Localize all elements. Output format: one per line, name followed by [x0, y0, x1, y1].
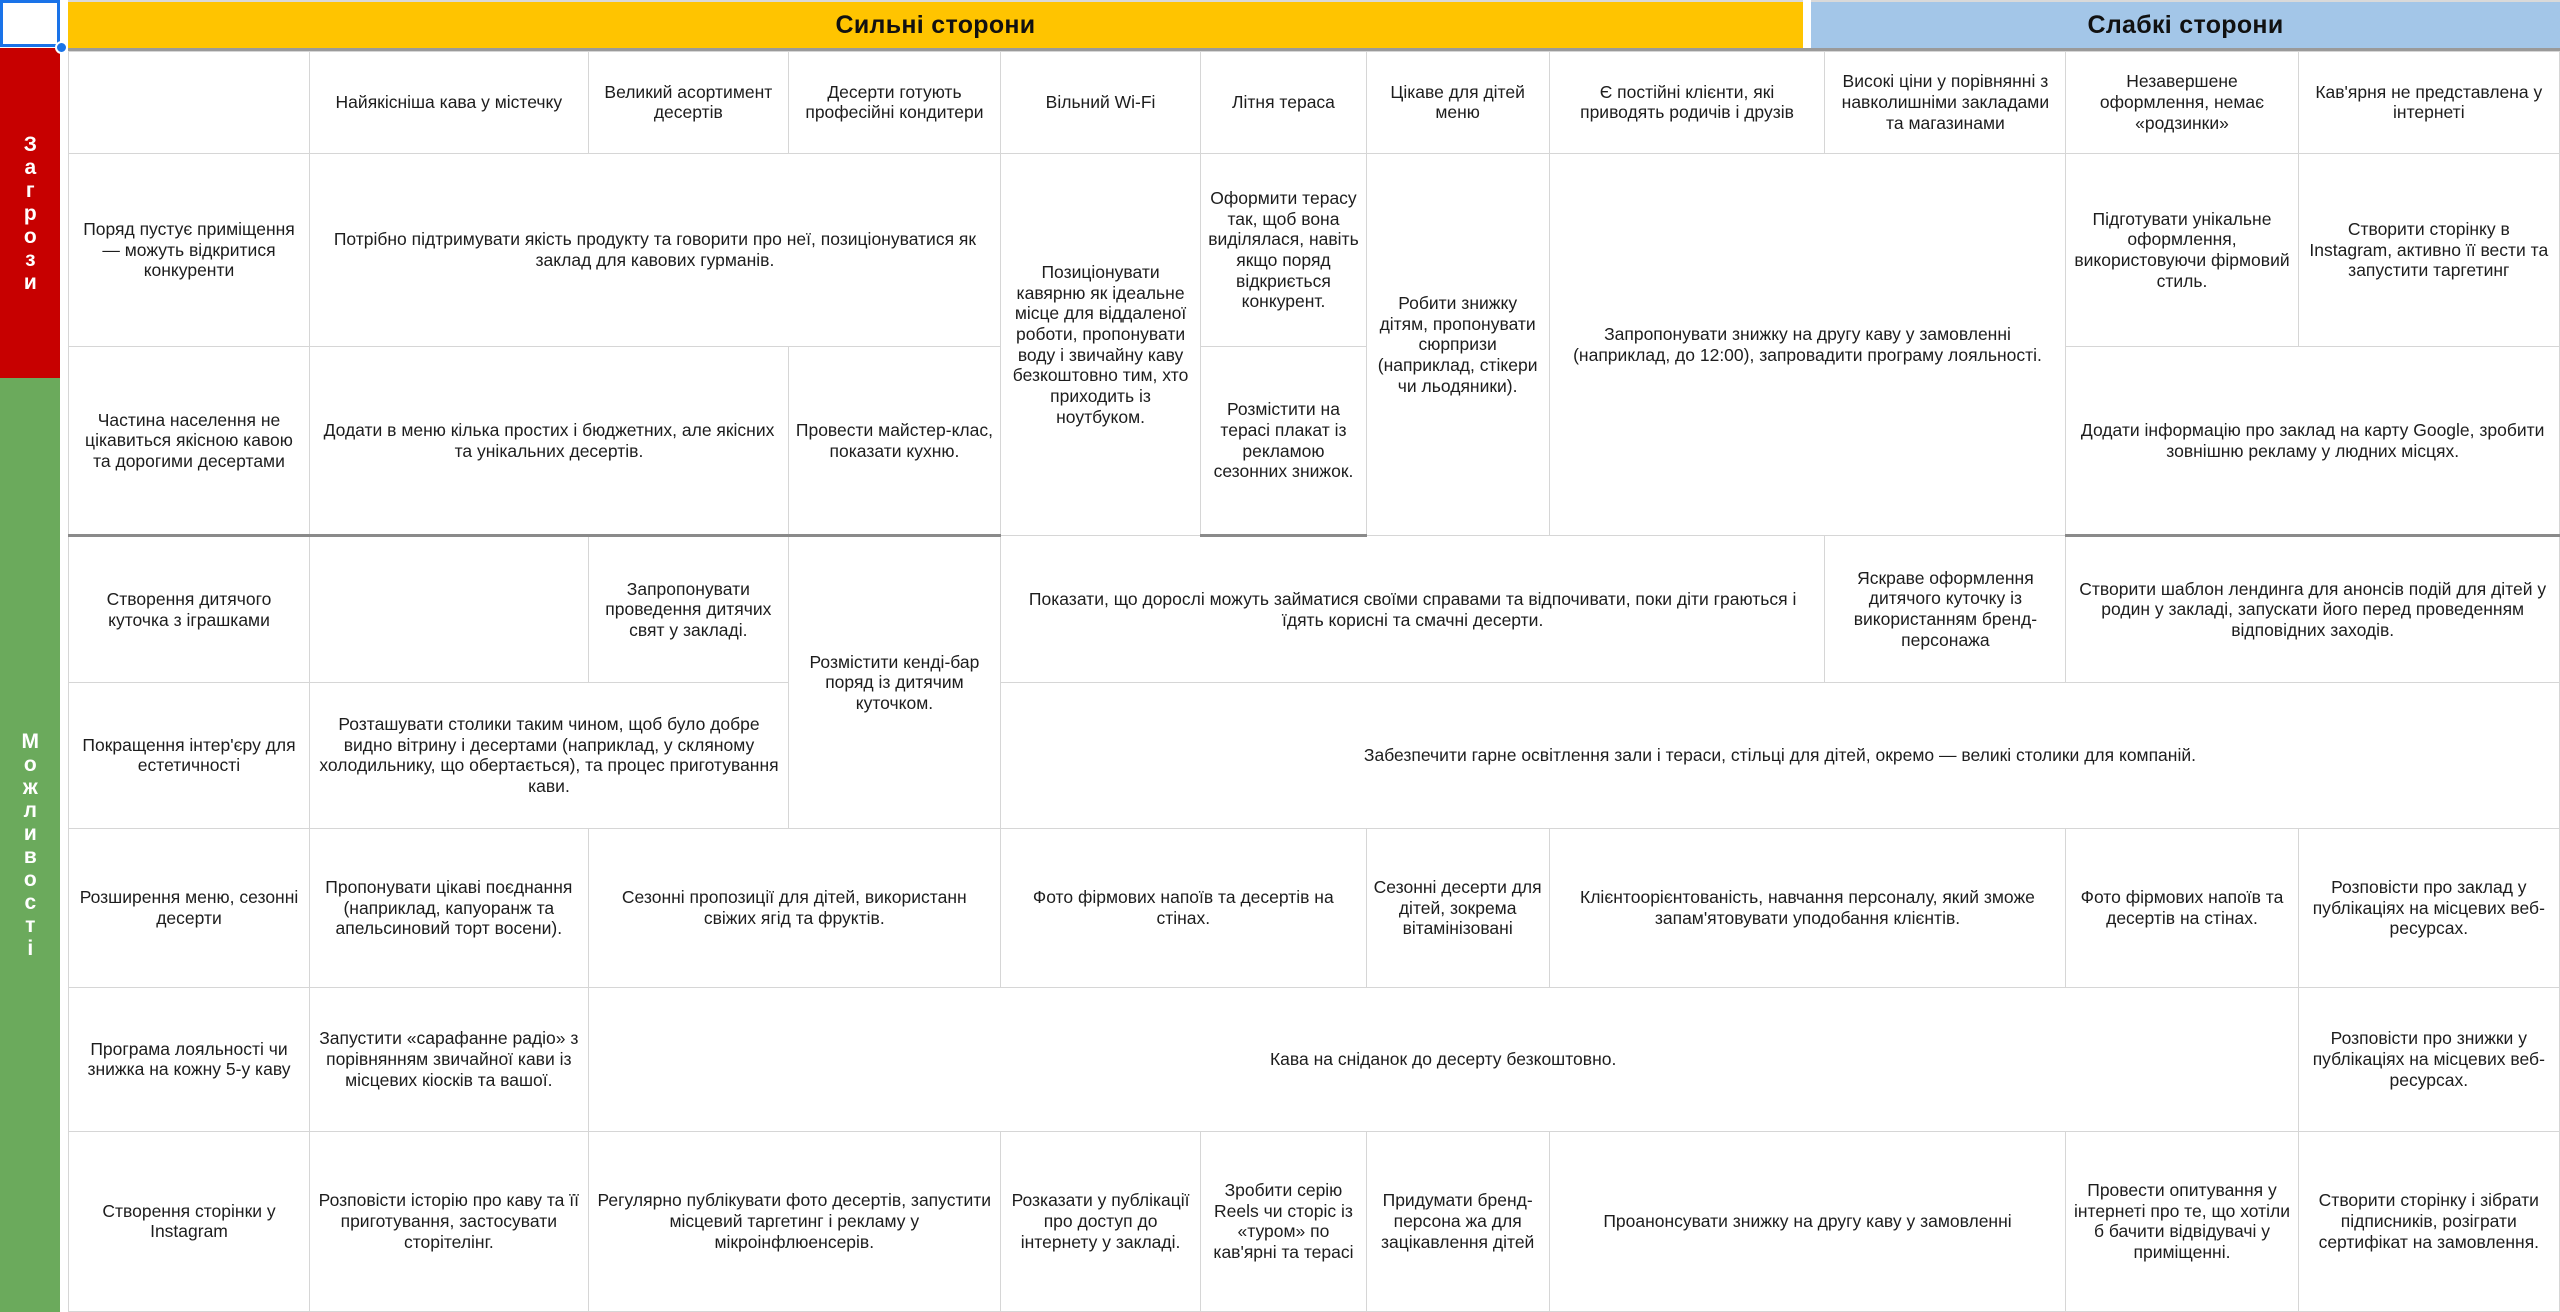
cell-t1-w3: Створити сторінку в Instagram, активно її вести та запустити таргетинг	[2298, 153, 2559, 346]
row-header-opportunity-5: Створення сторінки у Instagram	[69, 1131, 310, 1311]
cell-t1-w2: Підготувати унікальне оформлення, використовуючи фірмовий стиль.	[2066, 153, 2298, 346]
cell-o5-w2: Провести опитування у інтернеті про те, що хотіли б бачити відвідувачі у приміщенні.	[2066, 1131, 2298, 1311]
cell-o1-s3: Розмістити кенді-бар поряд із дитячим куточком.	[788, 536, 1000, 828]
side-label-threats-text: Загрози	[18, 132, 42, 294]
cell-o5-s6: Придумати бренд-персона жа для зацікавлення дітей	[1366, 1131, 1549, 1311]
table-row	[69, 682, 2560, 828]
cell-o3-s2-s3: Сезонні пропозиції для дітей, використанн свіжих ягід та фруктів.	[588, 828, 1000, 987]
corner-cell-area	[0, 0, 68, 48]
cell-o1-mid: Показати, що дорослі можуть займатися своїми справами та відпочивати, поки діти граються і їдять корисні та смачні десерти.	[1000, 536, 1825, 682]
table-row	[69, 1131, 2560, 1311]
cell-o4-s1: Запустити «сарафанне радіо» з порівнянням звичайної кави із місцевих кіосків та вашої.	[309, 988, 588, 1132]
row-header-opportunity-1: Створення дитячого куточка з іграшками	[69, 536, 310, 682]
table-row	[69, 828, 2560, 987]
header-strength-4: Вільний Wi-Fi	[1000, 52, 1200, 154]
cell-t1-s4: Позиціонувати кавярню як ідеальне місце для віддаленої роботи, пропонувати воду і звичайну каву безкоштовно тим, хто приходить із ноутбуком.	[1000, 153, 1200, 536]
cell-t-s7-w1: Запропонувати знижку на другу каву у замовленні (наприклад, до 12:00), запровадити програму лояльності.	[1549, 153, 2066, 536]
cell-t2-s3: Провести майстер-клас, показати кухню.	[788, 347, 1000, 536]
matrix-table-wrap	[68, 48, 2560, 1312]
header-weakness-3: Кав'ярня не представлена у інтернеті	[2298, 52, 2559, 154]
header-corner	[69, 52, 310, 154]
cell-o3-w2: Фото фірмових напоїв та десертів на стінах.	[2066, 828, 2298, 987]
cell-o5-s2-s3: Регулярно публікувати фото десертів, запустити місцевий таргетинг і рекламу у мікроінфлюенсерів.	[588, 1131, 1000, 1311]
header-strength-7: Є постійні клієнти, які приводять родичів і друзів	[1549, 52, 1825, 154]
side-label-opportunities	[0, 378, 60, 1312]
cell-o5-s4: Розказати у публікації про доступ до інтернету у закладі.	[1000, 1131, 1200, 1311]
banner-weaknesses: Слабкі сторони	[1811, 0, 2560, 48]
header-strength-1: Найякісніша кава у містечку	[309, 52, 588, 154]
swot-table	[68, 51, 2560, 1312]
cell-o5-s1: Розповісти історію про каву та її приготування, застосувати сторітелінг.	[309, 1131, 588, 1311]
row-header-threat-1: Поряд пустує приміщення — можуть відкритися конкуренти	[69, 153, 310, 346]
selection-fill-handle[interactable]	[55, 41, 68, 54]
cell-o5-w3: Створити сторінку і зібрати підписників, розіграти сертифікат на замовлення.	[2298, 1131, 2559, 1311]
cell-o3-s1: Пропонувати цікаві поєднання (наприклад, капуоранж та апельсиновий торт восени).	[309, 828, 588, 987]
left-gutter	[60, 48, 68, 1312]
table-header-row	[69, 52, 2560, 154]
header-strength-5: Літня тераса	[1201, 52, 1366, 154]
cell-o1-w1: Яскраве оформлення дитячого куточку із використанням бренд-персонажа	[1825, 536, 2066, 682]
cell-t1-s1s3: Потрібно підтримувати якість продукту та говорити про неї, позиціонуватися як заклад для кавових гурманів.	[309, 153, 1000, 346]
side-label-threats	[0, 48, 60, 378]
banner-strengths: Сильні сторони	[68, 0, 1803, 48]
cell-t2-s1s2: Додати в меню кілька простих і бюджетних, але якісних та унікальних десертів.	[309, 347, 788, 536]
cell-o4-w3: Розповісти про знижки у публікаціях на місцевих веб-ресурсах.	[2298, 988, 2559, 1132]
cell-o1-blank	[309, 536, 588, 682]
cell-o4-mid: Кава на сніданок до десерту безкоштовно.	[588, 988, 2298, 1132]
cell-o3-s4-s5: Фото фірмових напоїв та десертів на стінах.	[1000, 828, 1366, 987]
header-strength-2: Великий асортимент десертів	[588, 52, 788, 154]
cell-o2-rest: Забезпечити гарне освітлення зали і тераси, стільці для дітей, окремо — великі столики для компаній.	[1000, 682, 2559, 828]
side-label-opportunities-text: Можливості	[18, 730, 42, 960]
banner-divider	[1803, 0, 1811, 48]
table-row	[69, 536, 2560, 682]
cell-o3-w3: Розповісти про заклад у публікаціях на місцевих веб-ресурсах.	[2298, 828, 2559, 987]
row-header-opportunity-4: Програма лояльності чи знижка на кожну 5-у каву	[69, 988, 310, 1132]
cell-t-s6: Робити знижку дітям, пропонувати сюрпризи (наприклад, стікери чи льодяники).	[1366, 153, 1549, 536]
cell-o3-s7-w1: Клієнтоорієнтованість, навчання персоналу, який зможе запам'ятовувати уподобання клієнтів.	[1549, 828, 2066, 987]
table-row	[69, 988, 2560, 1132]
cell-t2-s5: Розмістити на терасі плакат із рекламою сезонних знижок.	[1201, 347, 1366, 536]
cell-o1-w2-w3: Створити шаблон лендинга для анонсів подій для дітей у родин у закладі, запускати його перед проведенням відповідних заходів.	[2066, 536, 2560, 682]
row-header-threat-2: Частина населення не цікавиться якісною кавою та дорогими десертами	[69, 347, 310, 536]
row-header-opportunity-2: Покращення інтер'єру для естетичності	[69, 682, 310, 828]
cell-t2-w2-w3: Додати інформацію про заклад на карту Google, зробити зовнішню рекламу у людних місцях.	[2066, 347, 2560, 536]
header-weakness-1: Високі ціни у порівнянні з навколишніми закладами та магазинами	[1825, 52, 2066, 154]
cell-o3-s6: Сезонні десерти для дітей, зокрема вітамінізовані	[1366, 828, 1549, 987]
row-header-opportunity-3: Розширення меню, сезонні десерти	[69, 828, 310, 987]
table-row	[69, 347, 2560, 536]
cell-t1-s5: Оформити терасу так, щоб вона виділялася, навіть якщо поряд відкриється конкурент.	[1201, 153, 1366, 346]
header-weakness-2: Незавершене оформлення, немає «родзинки»	[2066, 52, 2298, 154]
header-strength-3: Десерти готують професійні кондитери	[788, 52, 1000, 154]
cell-o1-s2: Запропонувати проведення дитячих свят у закладі.	[588, 536, 788, 682]
banner-row	[68, 0, 2560, 48]
side-label-column	[0, 48, 60, 1312]
header-strength-6: Цікаве для дітей меню	[1366, 52, 1549, 154]
cell-o5-s5: Зробити серію Reels чи сторіс із «туром» по кав'ярні та терасі	[1201, 1131, 1366, 1311]
cell-o5-s7-w1: Проанонсувати знижку на другу каву у замовленні	[1549, 1131, 2066, 1311]
selected-cell[interactable]	[0, 0, 60, 47]
table-row	[69, 153, 2560, 346]
cell-o2-s1: Розташувати столики таким чином, щоб було добре видно вітрину і десертами (наприклад, у скляному холодильнику, що обертається), та процес приготування кави.	[309, 682, 788, 828]
